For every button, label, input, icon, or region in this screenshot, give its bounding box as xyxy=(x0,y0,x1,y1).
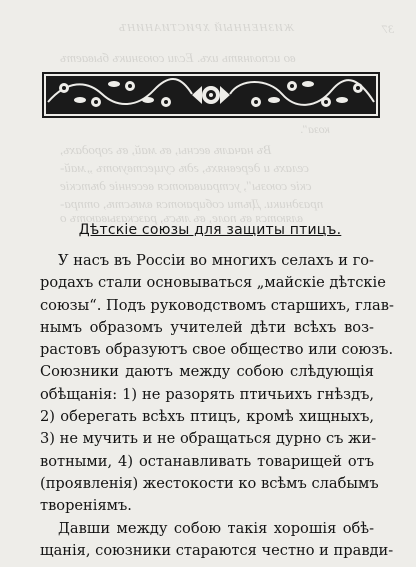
text-line: (проявленія) жестокости ко всѣмъ слабымъ xyxy=(40,474,379,492)
running-head: ЖИЗНЕННЫЙ ХРИСТИАНИНЪ xyxy=(118,22,295,34)
text-line: союзы“. Подъ руководствомъ старшихъ, глав- xyxy=(40,296,394,314)
text-line: твореніямъ. xyxy=(40,497,132,515)
text-line: родахъ стали основываться „майскіе дѣтскіе xyxy=(40,274,386,292)
text-line: 2) оберегать всѣхъ птицъ, кромѣ хищныхъ, xyxy=(40,408,374,426)
text-line: Союзники даютъ между собою слѣдующія xyxy=(40,363,374,381)
bleed-through-line: праздники. Дѣти собираются вмѣстѣ, отпра- xyxy=(60,196,324,211)
bleed-through-line: Въ началѣ весны, въ май, въ городахъ, xyxy=(60,142,272,157)
text-line: 3) не мучить и не обращаться дурно съ жи- xyxy=(40,430,377,448)
section-heading: Дѣтскіе союзы для защиты птицъ. xyxy=(78,222,342,238)
text-line: У насъ въ Россіи во многихъ селахъ и го- xyxy=(58,252,374,269)
bleed-through-line: вляются въ поле, въ лѣсъ, разсказываютъ о xyxy=(60,210,303,225)
floral-ornament-band xyxy=(42,72,380,118)
bleed-through-line: коза". xyxy=(300,122,330,136)
text-line: вотными, 4) останавливать товарищей отъ xyxy=(40,452,374,470)
bleed-through-line: селахъ и деревняхъ, гдѣ существуютъ „май- xyxy=(60,160,309,175)
bleed-through-top-line: во исполнять ихъ. Если союзникъ бываетъ xyxy=(60,50,296,65)
text-line: нымъ образомъ учителей дѣти всѣхъ воз- xyxy=(40,318,374,336)
page-number: 37 xyxy=(382,22,394,36)
body-text xyxy=(40,250,394,562)
bleed-through-line: скіе союзы", устраиваются весенніе дѣтскіе xyxy=(60,178,312,193)
text-line: щанія, союзники стараются честно и правди- xyxy=(40,541,394,559)
text-line: обѣщанія: 1) не разорять птичьихъ гнѣздъ, xyxy=(40,385,374,403)
text-line: Давши между собою такія хорошія обѣ- xyxy=(58,519,374,537)
text-line: растовъ образуютъ свое общество или союзъ. xyxy=(40,341,394,359)
